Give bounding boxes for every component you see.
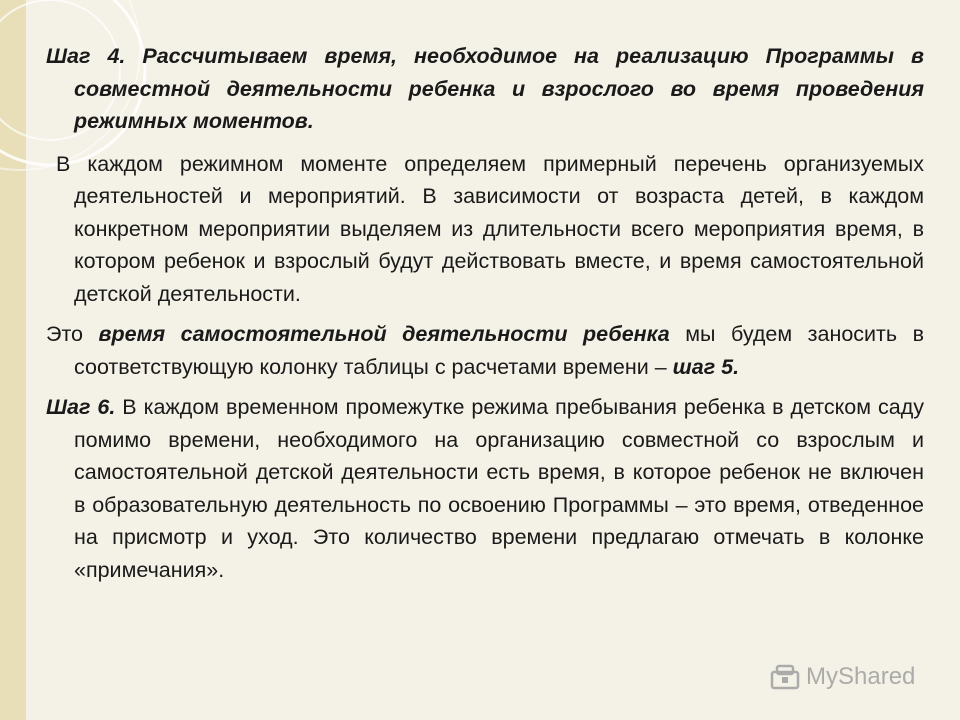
step-5-label: шаг 5. — [672, 354, 740, 379]
independent-time-paragraph — [46, 318, 924, 383]
step-6-text: В каждом временном промежутке режима пребывания ребенка в детском саду помимо времени, необходимого на организацию совместной со взрослым и самостоятельной детской деятельности есть время, в которое ребенок не включен в образовательную деятельность по освоению Программы – это время, отведенное на присмотр и уход. Это количество времени предлагаю отмечать в колонке «примечания». — [74, 395, 924, 582]
myshared-watermark — [770, 660, 915, 694]
slide-content — [46, 40, 924, 586]
watermark-text: MyShared — [806, 663, 916, 690]
p3-text-middle: мы будем заносить в соответствующую колонку таблицы с расчетами времени – — [74, 322, 924, 379]
step-4-paragraph: Шаг 4. Рассчитываем время, необходимое на реализацию Программы в совместной деятельности ребенка и взрослого во время проведения режимных моментов. — [46, 44, 924, 133]
decorative-side-band — [0, 0, 26, 720]
step-6-label: Шаг 6. — [46, 395, 116, 419]
step-6-paragraph — [46, 391, 924, 586]
p3-text-start: Это — [46, 322, 99, 346]
myshared-logo-icon — [770, 664, 800, 690]
activities-paragraph: В каждом режимном моменте определяем примерный перечень организуемых деятельностей и мероприятий. В зависимости от возраста детей, в каждом конкретном мероприятии выделяем из длительности всего мероприятия время, в котором ребенок и взрослый будут действовать вместе, и время самостоятельной детской деятельности. — [56, 151, 924, 306]
p3-emphasis: время самостоятельной деятельности ребенка — [98, 322, 670, 346]
